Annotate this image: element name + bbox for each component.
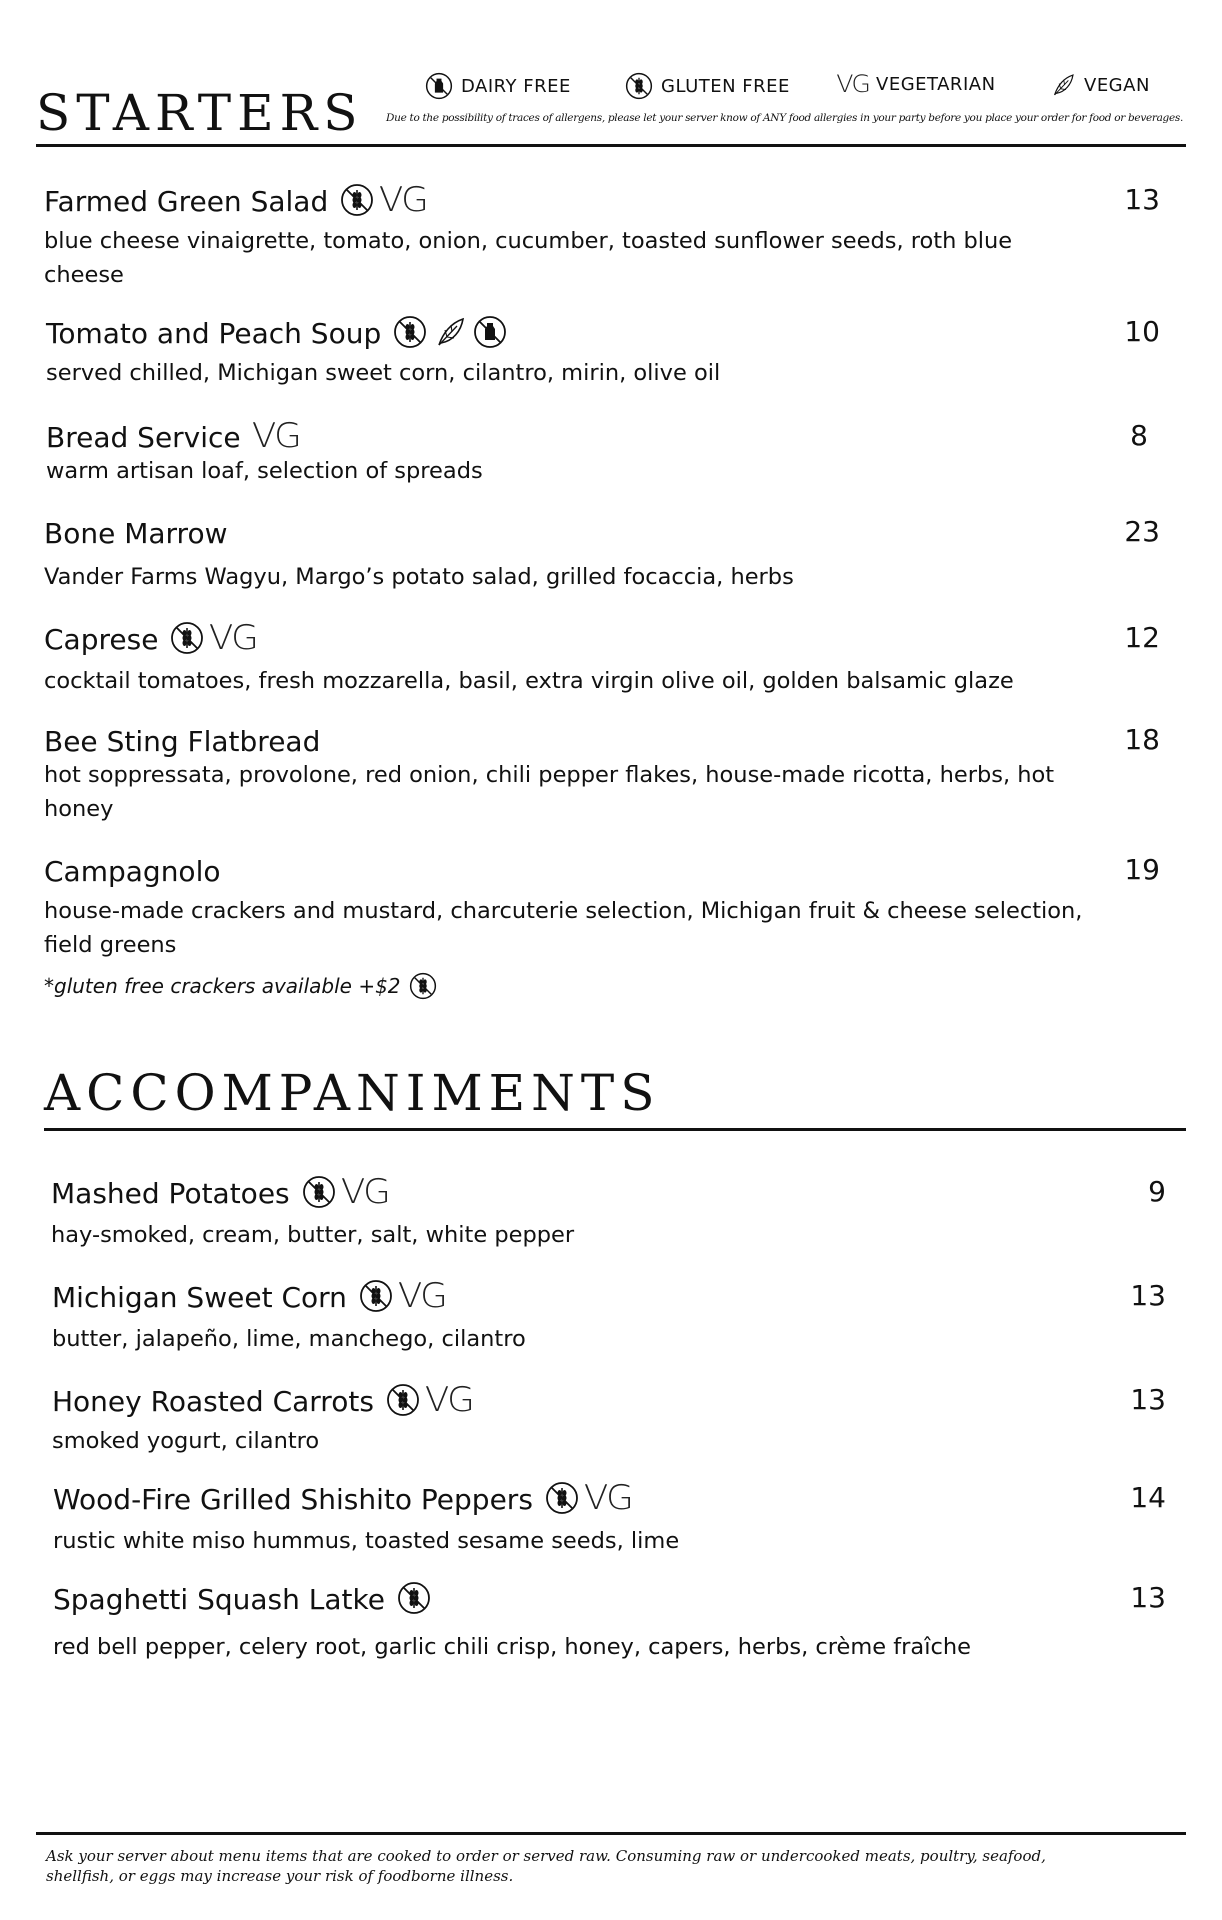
menu-item-price: 14 [1130,1481,1166,1514]
menu-item-description: warm artisan loaf, selection of spreads [46,458,483,484]
legend-vegan [1050,72,1150,98]
menu-item-description: smoked yogurt, cilantro [52,1428,320,1454]
vegetarian-icon: VG [836,70,869,98]
allergen-legend [425,72,1185,102]
dairy-free-icon [473,315,507,349]
menu-item-diet-icons [393,315,507,349]
legend-gluten-free-label: GLUTEN FREE [661,75,790,97]
menu-item-description: hay-smoked, cream, butter, salt, white pepper [51,1222,575,1248]
accompaniments-title: ACCOMPANIMENTS [44,1064,661,1122]
menu-item-diet-icons [386,1380,473,1420]
menu-item-description: Vander Farms Wagyu, Margo’s potato salad, grilled focaccia, herbs [44,564,794,590]
menu-item-name: Honey Roasted Carrots [52,1385,374,1418]
menu-item-name: Michigan Sweet Corn [52,1281,347,1314]
vegan-icon [1050,72,1076,98]
menu-item-price: 13 [1130,1279,1166,1312]
menu-item-description: house-made crackers and mustard, charcuterie selection, Michigan fruit & cheese selection, field greens [44,898,1083,958]
menu-item-name: Bee Sting Flatbread [44,725,321,758]
menu-item-price: 18 [1124,723,1160,756]
menu-item-diet-icons [545,1478,632,1518]
menu-item-name: Bone Marrow [44,517,228,550]
menu-item-price: 13 [1130,1383,1166,1416]
vegetarian-icon: VG [379,180,427,220]
menu-item-price: 12 [1124,621,1160,654]
legend-dairy-free [425,72,571,100]
vegetarian-icon: VG [209,618,258,658]
legend-dairy-free-label: DAIRY FREE [461,75,571,97]
footer-note: Ask your server about menu items that are cooked to order or served raw. Consuming raw or undercooked meats, poultry, seafood, shellfish, or eggs may increase your risk of foodborne illness. [46,1847,1046,1885]
menu-item-description: red bell pepper, celery root, garlic chili crisp, honey, capers, herbs, crème fraîche [53,1634,971,1660]
menu-item-name: Spaghetti Squash Latke [53,1583,385,1616]
gluten-free-icon [170,621,204,655]
legend-vegetarian-label: VEGETARIAN [876,73,996,95]
menu-item-diet-icons [302,1172,389,1212]
menu-item-price: 9 [1148,1175,1166,1208]
gluten-free-icon [340,183,374,217]
menu-item-diet-icons [251,416,300,456]
gluten-free-icon [409,972,437,1000]
gluten-free-icon [393,315,427,349]
menu-item-description: cocktail tomatoes, fresh mozzarella, basil, extra virgin olive oil, golden balsamic glaze [44,668,1014,694]
menu-item-description: butter, jalapeño, lime, manchego, cilantro [52,1326,526,1352]
menu-item-name: Farmed Green Salad [44,185,329,218]
gluten-free-icon [625,72,653,100]
menu-item-price: 10 [1124,315,1160,348]
vegetarian-icon: VG [251,416,300,456]
menu-item-name: Caprese [44,623,159,656]
menu-item-price: 13 [1124,183,1160,216]
vegan-icon [433,315,467,349]
vegetarian-icon: VG [397,1276,446,1316]
menu-item-name: Tomato and Peach Soup [46,317,382,350]
menu-item-name: Wood-Fire Grilled Shishito Peppers [53,1483,533,1516]
menu-item-price: 23 [1124,515,1160,548]
menu-item-name: Mashed Potatoes [51,1177,290,1210]
menu-item-name: Campagnolo [44,855,221,888]
menu-item-price: 13 [1130,1581,1166,1614]
menu-item-name: Bread Service [46,421,241,454]
gluten-free-crackers-note: *gluten free crackers available +$2 [44,974,401,998]
gluten-free-icon [302,1175,336,1209]
starters-title: STARTERS [36,84,364,142]
gluten-free-icon [386,1383,420,1417]
legend-vegetarian [837,72,996,96]
vegetarian-icon: VG [583,1478,632,1518]
accompaniments-divider [44,1128,1186,1131]
gluten-free-icon [545,1481,579,1515]
gluten-free-icon [359,1279,393,1313]
menu-item-description: served chilled, Michigan sweet corn, cilantro, mirin, olive oil [46,360,721,386]
allergen-note: Due to the possibility of traces of allergens, please let your server know of ANY food allergies in your party before you place your order for food or beverages. [386,112,1184,124]
footer-divider [36,1832,1186,1835]
menu-item-diet-icons [340,180,427,220]
menu-item-description: blue cheese vinaigrette, tomato, onion, cucumber, toasted sunflower seeds, roth blue cheese [44,228,1013,288]
menu-item-price: 19 [1124,853,1160,886]
menu-item-diet-icons [359,1276,446,1316]
menu-item-description: hot soppressata, provolone, red onion, chili pepper flakes, house-made ricotta, herbs, hot honey [44,762,1055,822]
legend-gluten-free [625,72,790,100]
menu-item-description: rustic white miso hummus, toasted sesame seeds, lime [53,1528,680,1554]
vegetarian-icon: VG [340,1172,389,1212]
legend-vegan-label: VEGAN [1084,74,1150,96]
dairy-free-icon [425,72,453,100]
gluten-free-icon [397,1581,431,1615]
menu-item-price: 8 [1130,419,1148,452]
starters-divider [36,144,1186,147]
menu-item-diet-icons [170,618,258,658]
menu-item-diet-icons [397,1581,431,1615]
vegetarian-icon: VG [424,1380,473,1420]
menu-item-note [44,972,437,1000]
